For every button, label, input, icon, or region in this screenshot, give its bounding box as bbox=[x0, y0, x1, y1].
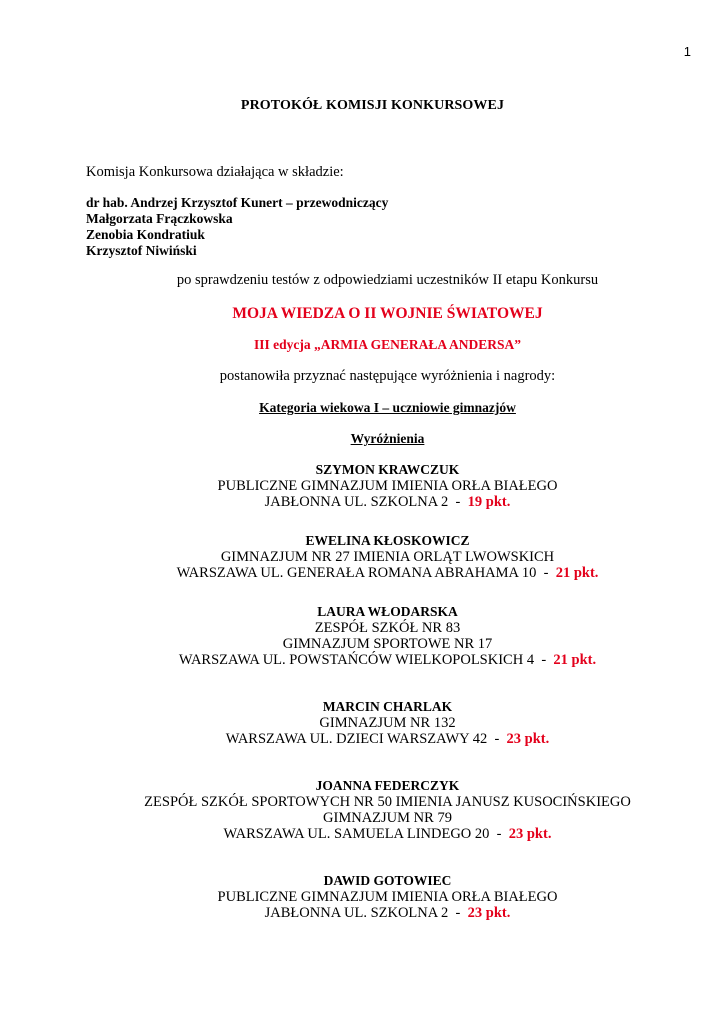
document-title: PROTOKÓŁ KOMISJI KONKURSOWEJ bbox=[240, 98, 505, 113]
award-entry bbox=[0, 604, 725, 668]
school-line: GIMNAZJUM NR 132 bbox=[319, 715, 456, 731]
score: 23 pkt. bbox=[508, 826, 552, 842]
address-line bbox=[0, 494, 725, 510]
address-line bbox=[0, 652, 725, 668]
score: 23 pkt. bbox=[467, 905, 511, 921]
school-address: WARSZAWA UL. GENERAŁA ROMANA ABRAHAMA 10 - bbox=[176, 565, 556, 581]
award-entry bbox=[0, 873, 725, 921]
school-line: ZESPÓŁ SZKÓŁ SPORTOWYCH NR 50 IMIENIA JANUSZ KUSOCIŃSKIEGO bbox=[144, 794, 631, 810]
award-entry bbox=[0, 533, 725, 581]
committee-members bbox=[86, 195, 388, 259]
decision-text: postanowiła przyznać następujące wyróżnienia i nagrody: bbox=[219, 368, 556, 384]
school-address: JABŁONNA UL. SZKOLNA 2 - bbox=[264, 905, 468, 921]
page-number: 1 bbox=[683, 44, 691, 59]
intro-text: Komisja Konkursowa działająca w składzie: bbox=[86, 164, 344, 180]
school-line: GIMNAZJUM NR 27 IMIENIA ORLĄT LWOWSKICH bbox=[220, 549, 555, 565]
school-address: WARSZAWA UL. SAMUELA LINDEGO 20 - bbox=[223, 826, 509, 842]
member: Zenobia Kondratiuk bbox=[86, 227, 205, 242]
awards-heading: Wyróżnienia bbox=[350, 431, 425, 446]
score: 23 pkt. bbox=[506, 731, 550, 747]
award-entry bbox=[0, 462, 725, 510]
school-line: PUBLICZNE GIMNAZJUM IMIENIA ORŁA BIAŁEGO bbox=[217, 889, 558, 905]
address-line bbox=[0, 826, 725, 842]
school-address: JABŁONNA UL. SZKOLNA 2 - bbox=[264, 494, 468, 510]
address-line bbox=[0, 731, 725, 747]
awards-list bbox=[0, 462, 725, 944]
award-entry bbox=[0, 699, 725, 747]
school-line: ZESPÓŁ SZKÓŁ NR 83 bbox=[314, 620, 461, 636]
after-check-text: po sprawdzeniu testów z odpowiedziami uczestników II etapu Konkursu bbox=[176, 272, 599, 288]
student-name: JOANNA FEDERCZYK bbox=[315, 778, 460, 793]
school-address: WARSZAWA UL. DZIECI WARSZAWY 42 - bbox=[225, 731, 507, 747]
score: 21 pkt. bbox=[555, 565, 599, 581]
address-line bbox=[0, 565, 725, 581]
member: Krzysztof Niwiński bbox=[86, 243, 197, 258]
school-line: GIMNAZJUM NR 79 bbox=[323, 810, 452, 826]
score: 19 pkt. bbox=[467, 494, 511, 510]
student-name: MARCIN CHARLAK bbox=[322, 699, 453, 714]
student-name: EWELINA KŁOSKOWICZ bbox=[305, 533, 470, 548]
student-name: SZYMON KRAWCZUK bbox=[315, 462, 460, 477]
edition-title: III edycja „ARMIA GENERAŁA ANDERSA” bbox=[253, 337, 522, 352]
member-chair: dr hab. Andrzej Krzysztof Kunert – przewodniczący bbox=[86, 195, 389, 210]
student-name: LAURA WŁODARSKA bbox=[317, 604, 458, 619]
school-address: WARSZAWA UL. POWSTAŃCÓW WIELKOPOLSKICH 4 - bbox=[178, 652, 554, 668]
contest-title: MOJA WIEDZA O II WOJNIE ŚWIATOWEJ bbox=[232, 305, 543, 322]
school-line: GIMNAZJUM SPORTOWE NR 17 bbox=[282, 636, 493, 652]
address-line bbox=[0, 905, 725, 921]
score: 21 pkt. bbox=[553, 652, 597, 668]
category-heading: Kategoria wiekowa I – uczniowie gimnazjów bbox=[259, 400, 516, 415]
student-name: DAWID GOTOWIEC bbox=[323, 873, 452, 888]
award-entry bbox=[0, 778, 725, 842]
member: Małgorzata Frączkowska bbox=[86, 211, 233, 226]
school-line: PUBLICZNE GIMNAZJUM IMIENIA ORŁA BIAŁEGO bbox=[217, 478, 558, 494]
